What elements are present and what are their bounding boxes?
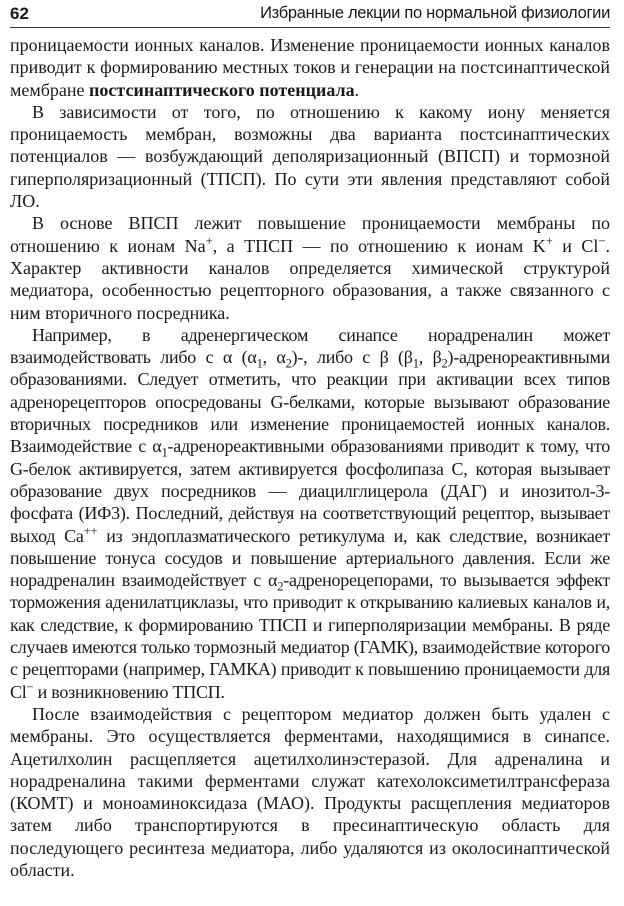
ion-charge: ++ [83, 523, 98, 538]
text-run: )-, либо с β (β [291, 347, 413, 368]
text-run: , β [418, 347, 442, 368]
text-run: -адренорецепорами, то вызывается эффект торможения аденилатциклазы, что приводит к открыванию калиевых каналов и, как следствие, к формированию ТПСП и гиперполяризации мембраны. В ряде случаев имеются только тормозный медиатор (ГАМК), взаимодействие которого с рецепторами (например, ГАМКА) приводит к повышению проницаемости для Cl [10, 570, 611, 702]
paragraph-1 [10, 34, 610, 101]
subscript: 2 [441, 356, 448, 371]
text-run: В зависимости от того, по отношению к какому иону меняется проницаемость мембран, возможны два варианта постсинаптических потенциалов — возбуждающий деполяризационный (ВПСП) и тормозной гиперполяризационный (ТПСП). По сути эти явления представляют собой ЛО. [10, 101, 610, 212]
subscript: 1 [256, 356, 263, 371]
text-run: . [354, 79, 360, 100]
ion-charge: − [598, 233, 606, 248]
header-rule [10, 27, 610, 28]
text-run: . Характер активности каналов определяется химической структурой медиатора, особенностью рецепторного образования, а также связанного с ним вторичного посредника. [10, 235, 611, 323]
ion-charge: − [26, 679, 34, 694]
text-run: В основе ВПСП лежит повышение проницаемости мембраны по отношению к ионам Na [10, 213, 610, 256]
bold-term: постсинаптического потенциала [89, 79, 355, 100]
paragraph-4 [10, 324, 610, 703]
text-run: )-адренореактивными образованиями. Следует отметить, что реакции при активации всех типов адренорецепторов опосредованы G-белками, которые вызывают образование вторичных посредников или изменение проницаемостей ионных каналов. Взаимодействие с α [10, 347, 610, 457]
paragraph-2 [10, 101, 610, 212]
text-run: После взаимодействия с рецептором медиатор должен быть удален с мембраны. Это осуществляется ферментами, находящимися в синапсе. Ацетилхолин расщепляется ацетилхолинэстеразой. Для адреналина и норадреналина такими ферментами служат катехолоксиметилтрансфераза (КОМТ) и моноаминоксидаза (МАО). Продукты расщепления медиаторов затем либо транспортируются в пресинаптическую область для последующего ресинтеза медиатора, либо удаляются из околосинаптической области. [10, 703, 610, 880]
text-run: Например, в адренергическом синапсе норадреналин может взаимодействовать либо с α (α [10, 324, 610, 368]
text-run: и Cl [552, 235, 599, 256]
paragraph-5 [10, 703, 610, 881]
page-number: 62 [10, 4, 29, 23]
running-header [10, 2, 610, 27]
text-run: проницаемости ионных каналов. Изменение проницаемости ионных каналов приводит к формированию местных токов и генерации на постсинаптической мембране [10, 35, 610, 100]
running-title: Избранные лекции по нормальной физиологии [260, 4, 610, 22]
text-run: -адренореактивными образованиями приводит к тому, что G-белок активируется, затем активируется фосфолипаза C, которая вызывает образование двух посредников — диацилглицерола (ДАГ) и инозитол-3-фосфата (ИФ3). Последний, действуя на соответствующий рецептор, вызывает выход Ca [10, 436, 610, 546]
subscript: 1 [161, 445, 168, 460]
paragraph-3 [10, 212, 610, 323]
subscript: 2 [277, 579, 284, 594]
ion-charge: + [205, 233, 213, 248]
text-run: , α [262, 347, 286, 368]
ion-charge: + [545, 233, 553, 248]
subscript: 2 [285, 356, 292, 371]
text-run: и возникновению ТПСП. [33, 681, 225, 702]
subscript: 1 [412, 356, 419, 371]
text-run: , а ТПСП — по отношению к ионам K [212, 235, 546, 256]
text-run: из эндоплазматического ретикулума и, как следствие, возникает повышение тонуса сосудов и повышение артериального давления. Если же норадреналин взаимодействует с α [10, 525, 610, 591]
page-body [10, 34, 610, 881]
